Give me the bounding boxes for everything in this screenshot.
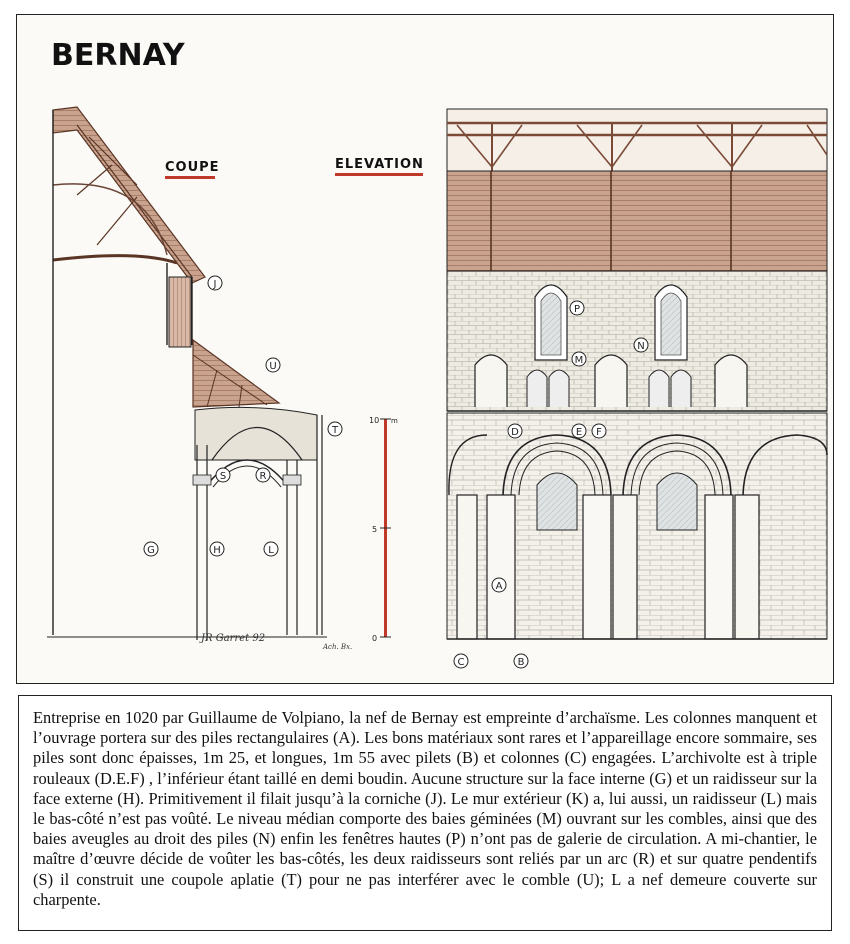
architectural-plate (16, 14, 834, 684)
svg-text:L: L (268, 545, 274, 556)
label-R (256, 468, 270, 482)
svg-text:A: A (495, 581, 503, 592)
scale-unit: m (391, 417, 398, 425)
caption-box (18, 695, 832, 931)
svg-text:M: M (574, 355, 584, 366)
label-U (266, 358, 280, 372)
svg-text:T: T (331, 425, 339, 436)
plate-title: BERNAY (51, 38, 185, 73)
label-T (328, 422, 342, 436)
svg-text:R: R (259, 471, 267, 482)
signature: JR Garret 92 (201, 633, 266, 644)
label-G (144, 542, 158, 556)
scale-tick-5: 5 (372, 525, 378, 534)
scale-tick-0: 0 (372, 634, 378, 643)
label-H (210, 542, 224, 556)
label-E (572, 424, 586, 438)
elevation-heading-underline (335, 173, 423, 176)
label-C (454, 654, 468, 668)
label-M (572, 352, 586, 366)
signature-small: Ach. Bx. (323, 643, 353, 651)
label-P (570, 301, 584, 315)
label-S (216, 468, 230, 482)
label-N (634, 338, 648, 352)
caption-text: Entreprise en 1020 par Guillaume de Volpiano, la nef de Bernay est empreinte d’archaïsme. Les colonnes manquent et l’ouvrage portera sur des piles rectangulaires (A). Les bons matériaux sont rares et l’appareillage encore sommaire, ses piles sont donc épaisses, 1m 25, et longues, 1m 55 avec pilets (B) et colonnes (C) engagées. L’archivolte est à triple rouleaux (D.E.F) , l’inférieur étant taillé en demi boudin. Aucune structure sur la face interne (G) et un raidisseur sur la face externe (H). Primitivement il filait jusqu’à la corniche (J). Le mur extérieur (K) a, lui aussi, un raidisseur (L) mais le bas-côté n’est pas voûté. Le niveau médian comporte des baies géminées (M) ouvrant sur les combles, ainsi que des baies aveugles au droit des piles (N) enfin les fenêtres hautes (P) n’ont pas de galerie de circulation. A mi-chantier, le maître d’œuvre décide de voûter les bas-côtés, les deux raidisseurs sont reliés par un arc (R) et sur quatre pendentifs (S) il construit une coupole aplatie (T) pour ne pas interférer avec le comble (U); L a nef demeure couverte sur charpente. (33, 708, 817, 909)
label-D (508, 424, 522, 438)
elevation-heading: ELEVATION (335, 157, 424, 172)
elevation-drawing (447, 109, 827, 639)
section-heading: COUPE (165, 160, 220, 175)
svg-text:B: B (517, 657, 525, 668)
svg-text:G: G (147, 545, 155, 556)
label-B (514, 654, 528, 668)
label-F (592, 424, 606, 438)
svg-text:D: D (511, 427, 519, 438)
label-A (492, 578, 506, 592)
scale-tick-10: 10 (369, 416, 380, 425)
svg-text:N: N (637, 341, 645, 352)
svg-text:U: U (269, 361, 277, 372)
section-drawing (47, 107, 327, 640)
scale-bar (369, 416, 398, 643)
svg-text:F: F (596, 427, 602, 438)
svg-text:E: E (575, 427, 583, 438)
label-L (264, 542, 278, 556)
svg-text:C: C (457, 657, 465, 668)
svg-text:J: J (213, 279, 217, 290)
label-J (208, 276, 222, 290)
svg-text:P: P (573, 304, 581, 315)
section-heading-underline (165, 176, 215, 179)
plate-drawing (17, 15, 834, 684)
svg-text:S: S (219, 471, 227, 482)
svg-text:H: H (213, 545, 221, 556)
